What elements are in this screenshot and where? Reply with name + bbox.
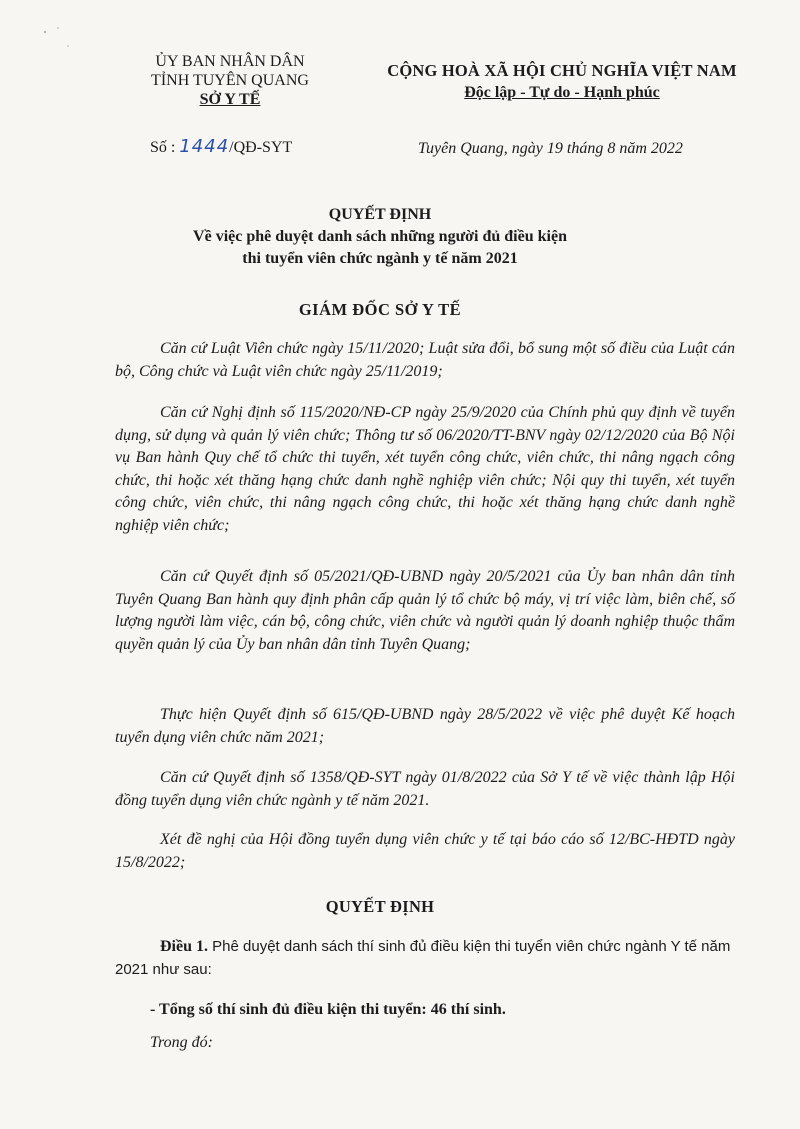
document-number	[150, 136, 292, 157]
article-1-label: Điều 1.	[160, 938, 208, 955]
doc-number-prefix: Số :	[150, 139, 180, 156]
issuing-authority	[130, 52, 330, 109]
legal-basis-4: Thực hiện Quyết định số 615/QĐ-UBND ngày 28/5/2022 về việc phê duyệt Kế hoạch tuyển dụng viên chức năm 2021;	[115, 706, 735, 746]
doc-number-suffix: /QĐ-SYT	[229, 139, 293, 156]
decision-heading: QUYẾT ĐỊNH	[325, 897, 435, 916]
legal-basis-3: Căn cứ Quyết định số 05/2021/QĐ-UBND ngày 20/5/2021 của Ủy ban nhân dân tỉnh Tuyên Quang Ban hành quy định phân cấp quản lý tổ chức bộ máy, vị trí việc làm, biên chế, số lượng người làm việc, cán bộ, công chức, viên chức và người quản lý doanh nghiệp thuộc thẩm quyền quản lý của Ủy ban nhân dân tỉnh Tuyên Quang;	[115, 568, 735, 653]
document-title	[100, 204, 660, 270]
title-heading: QUYẾT ĐỊNH	[328, 206, 432, 223]
org-line-2: TỈNH TUYÊN QUANG	[151, 72, 309, 89]
doc-number-handwritten: 1444	[179, 136, 230, 157]
legal-basis-2: Căn cứ Nghị định số 115/2020/NĐ-CP ngày 25/9/2020 của Chính phủ quy định về tuyển dụng, sử dụng và quản lý viên chức; Thông tư số 06/2020/TT-BNV ngày 02/12/2020 của Bộ Nội vụ Ban hành Quy chế tổ chức thi tuyển, xét tuyển công chức, viên chức, thi nâng ngạch công chức, thi hoặc xét thăng hạng chức danh nghề nghiệp viên chức; Nội quy thi tuyển, xét tuyển công chức, viên chức, thi nâng ngạch công chức, thi hoặc xét thăng hạng chức danh nghề nghiệp viên chức;	[115, 404, 735, 534]
director-heading: GIÁM ĐỐC SỞ Y TẾ	[298, 300, 462, 319]
legal-basis-1: Căn cứ Luật Viên chức ngày 15/11/2020; Luật sửa đổi, bổ sung một số điều của Luật cán bộ, Công chức và Luật viên chức ngày 25/11/2019;	[115, 340, 735, 380]
legal-basis-6: Xét đề nghị của Hội đồng tuyển dụng viên chức y tế tại báo cáo số 12/BC-HĐTD ngày 15/8/2022;	[115, 831, 735, 871]
within-label: Trong đó:	[150, 1034, 213, 1051]
org-department: SỞ Y TẾ	[199, 91, 261, 108]
legal-basis-5: Căn cứ Quyết định số 1358/QĐ-SYT ngày 01/8/2022 của Sở Y tế về việc thành lập Hội đồng tuyển dụng viên chức ngành y tế năm 2021.	[115, 769, 735, 809]
article-1-text: Phê duyệt danh sách thí sinh đủ điều kiện thi tuyển viên chức ngành Y tế năm 2021 như sau:	[115, 938, 731, 978]
nation-name: CỘNG HOÀ XÃ HỘI CHỦ NGHĨA VIỆT NAM	[387, 61, 737, 80]
place-and-date: Tuyên Quang, ngày 19 tháng 8 năm 2022	[418, 140, 683, 157]
scan-specks	[40, 20, 80, 50]
national-motto: Độc lập - Tự do - Hạnh phúc	[464, 84, 660, 101]
title-subject-line-2: thi tuyển viên chức ngành y tế năm 2021	[242, 250, 518, 267]
article-1	[115, 935, 735, 981]
national-header	[362, 60, 762, 104]
title-subject-line-1: Về việc phê duyệt danh sách những người đủ điều kiện	[193, 228, 567, 245]
org-line-1: ỦY BAN NHÂN DÂN	[155, 53, 305, 70]
total-candidates: - Tổng số thí sinh đủ điều kiện thi tuyển: 46 thí sinh.	[150, 1001, 506, 1018]
